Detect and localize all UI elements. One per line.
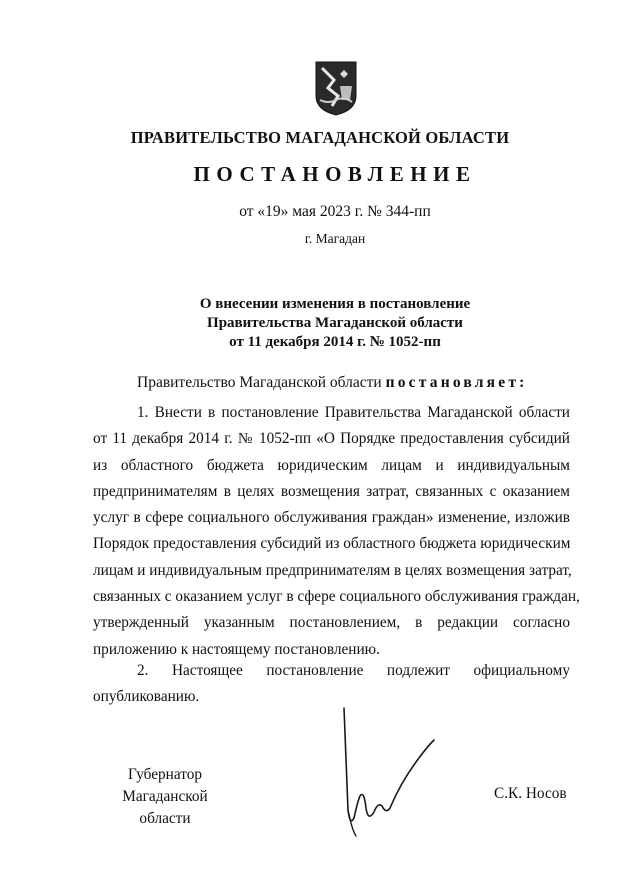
- paragraph-line: 2. Настоящее постановление подлежит официальному: [137, 662, 570, 679]
- paragraph-line: Порядок предоставления субсидий из областного бюджета юридическим: [93, 535, 571, 553]
- paragraph-line: предпринимателям в целях возмещения затрат, связанных с оказанием: [93, 482, 570, 500]
- signatory-name: С.К. Носов: [494, 785, 567, 802]
- paragraph-line: из областного бюджета юридическим лицам и индивидуальным: [93, 456, 570, 474]
- paragraph-1: [93, 400, 580, 663]
- preamble: [137, 374, 528, 392]
- signatory-position: [95, 764, 235, 830]
- preamble-text: Правительство Магаданской области: [137, 374, 382, 391]
- paragraph-line: приложению к настоящему постановлению.: [93, 640, 380, 658]
- coat-of-arms-emblem-icon: [314, 60, 358, 116]
- preamble-verb: постановляет:: [385, 374, 528, 391]
- subject-line-2: Правительства Магаданской области: [207, 315, 463, 331]
- paragraph-line: опубликованию.: [93, 688, 200, 706]
- document-date-number: от «19» мая 2023 г. № 344-пп: [239, 203, 431, 220]
- document-type: ПОСТАНОВЛЕНИЕ: [193, 162, 477, 186]
- subject-line-1: О внесении изменения в постановление: [199, 296, 471, 312]
- organization-title: ПРАВИТЕЛЬСТВО МАГАДАНСКОЙ ОБЛАСТИ: [130, 128, 510, 147]
- paragraph-line: утвержденный указанным постановлением, в редакции согласно: [93, 614, 570, 632]
- paragraph-line: лицам и индивидуальным предпринимателям в целях возмещения затрат,: [93, 561, 572, 579]
- subject-line-3: от 11 декабря 2014 г. № 1052-пп: [229, 334, 441, 350]
- handwritten-signature-icon: [330, 700, 440, 840]
- signatory-title-line-1: Губернатор: [127, 766, 203, 783]
- paragraph-line: связанных с оказанием услуг в сфере социального обслуживания граждан,: [93, 588, 580, 606]
- document-city: г. Магадан: [304, 231, 366, 246]
- paragraph-line: от 11 декабря 2014 г. № 1052-пп «О Порядке предоставления субсидий: [93, 430, 570, 448]
- paragraph-line: 1. Внести в постановление Правительства Магаданской области: [137, 404, 570, 421]
- signatory-title-line-2: Магаданской области: [122, 788, 208, 827]
- document-subject: [0, 295, 640, 352]
- paragraph-line: услуг в сфере социального обслуживания граждан» изменение, изложив: [93, 509, 570, 527]
